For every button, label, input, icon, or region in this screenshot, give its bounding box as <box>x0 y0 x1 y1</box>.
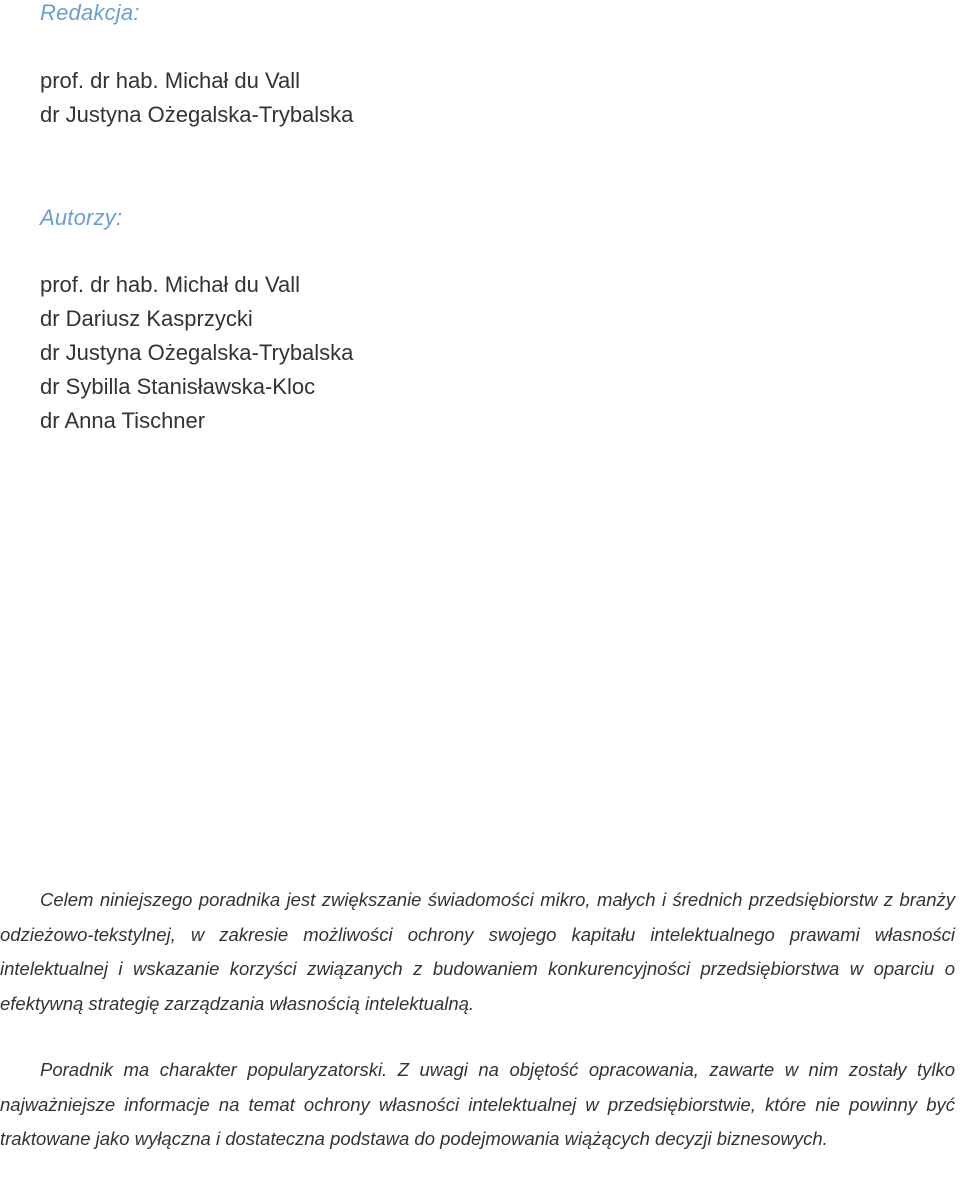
purpose-paragraph: Celem niniejszego poradnika jest zwiększanie świadomości mikro, małych i średnich przedsiębiorstw z branży odzieżowo-tekstylnej, w zakresie możliwości ochrony swojego kapitału intelektualnego prawami własności intelektualnej i wskazanie korzyści związanych z budowaniem konkurencyjności przedsiębiorstwa w oparciu o efektywną strategię zarządzania własnością intelektualną. <box>0 889 955 1014</box>
authors-list <box>40 268 353 438</box>
disclaimer-paragraph: Poradnik ma charakter popularyzatorski. Z uwagi na objętość opracowania, zawarte w nim zostały tylko najważniejsze informacje na temat ochrony własności intelektualnej w przedsiębiorstwie, które nie powinny być traktowane jako wyłączna i dostateczna podstawa do podejmowania wiążących decyzji biznesowych. <box>0 1059 955 1149</box>
author-name: dr Sybilla Stanisławska-Kloc <box>40 374 316 399</box>
editor-name: dr Justyna Ożegalska-Trybalska <box>40 102 354 127</box>
authors-heading: Autorzy: <box>40 205 123 230</box>
editor-name: prof. dr hab. Michał du Vall <box>40 68 301 93</box>
author-name: dr Anna Tischner <box>40 408 206 433</box>
editors-list <box>40 64 353 132</box>
author-name: dr Dariusz Kasprzycki <box>40 306 253 331</box>
editors-heading: Redakcja: <box>40 0 140 25</box>
author-name: dr Justyna Ożegalska-Trybalska <box>40 340 354 365</box>
author-name: prof. dr hab. Michał du Vall <box>40 272 301 297</box>
